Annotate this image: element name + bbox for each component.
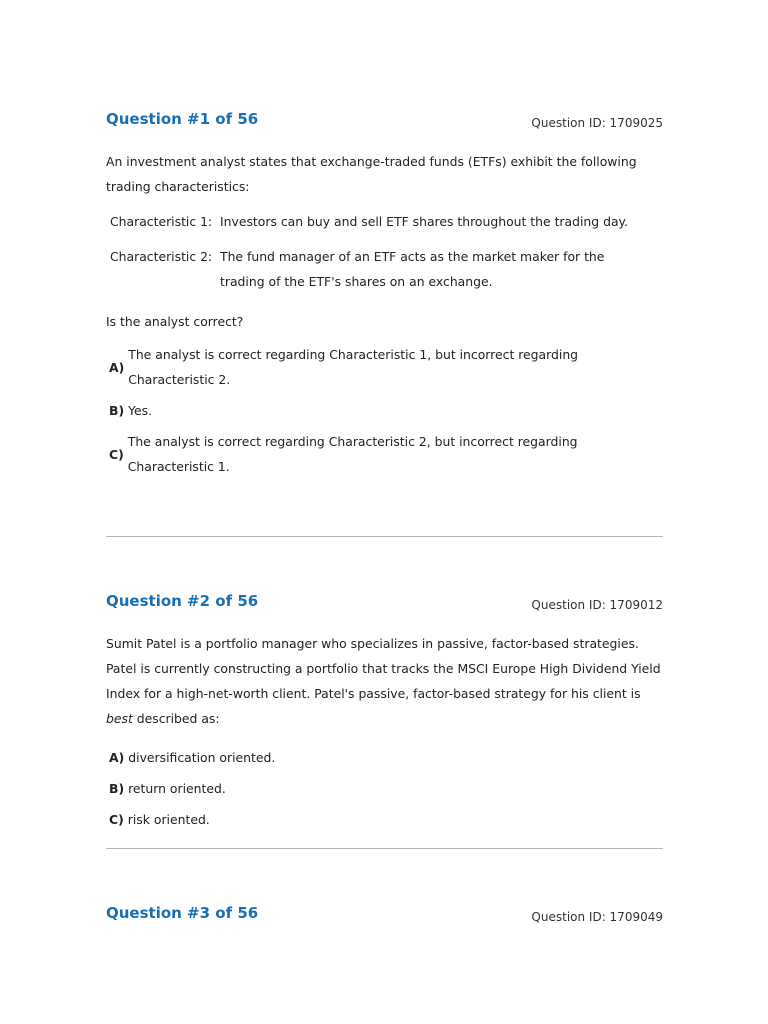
intro-emphasis: best (106, 711, 133, 726)
question-1 (106, 110, 663, 479)
question-1-title: Question #1 of 56 (106, 110, 259, 128)
characteristic-row (110, 244, 663, 294)
option-text: risk oriented. (127, 812, 210, 827)
question-1-header (106, 110, 663, 136)
option-text: return oriented. (128, 781, 226, 796)
characteristic-text: The fund manager of an ETF acts as the market maker for the trading of the ETF's shares on an exchange. (220, 249, 605, 289)
option-text: The analyst is correct regarding Characteristic 2, but incorrect regarding Characteristic 1. (127, 434, 578, 474)
question-1-intro: An investment analyst states that exchange-traded funds (ETFs) exhibit the following trading characteristics: (106, 154, 637, 194)
option-letter: C) (109, 812, 124, 827)
characteristics-table (110, 209, 663, 294)
question-2-title: Question #2 of 56 (106, 592, 259, 610)
question-2-header (106, 592, 663, 618)
answer-option-a[interactable] (109, 342, 663, 392)
question-3-title: Question #3 of 56 (106, 904, 259, 922)
characteristic-label: Characteristic 1: (110, 214, 213, 229)
characteristic-text: Investors can buy and sell ETF shares throughout the trading day. (220, 214, 629, 229)
question-3-id: Question ID: 1709049 (531, 910, 663, 924)
question-divider (106, 848, 663, 849)
question-2-intro (106, 631, 663, 731)
question-1-options (109, 342, 663, 479)
answer-option-b[interactable] (109, 398, 663, 423)
question-3 (106, 904, 663, 930)
intro-text-end: described as: (132, 711, 220, 726)
question-2 (106, 592, 663, 832)
option-letter: B) (109, 781, 125, 796)
question-2-options (109, 745, 663, 832)
question-divider (106, 536, 663, 537)
intro-text: Sumit Patel is a portfolio manager who specializes in passive, factor-based strategies. Patel is currently constructing a portfolio that tracks the MSCI Europe High Dividend Yield Index for a high-net-worth client. Patel's passive, factor-based strategy for his client is (106, 636, 661, 701)
option-text: diversification oriented. (128, 750, 276, 765)
option-letter: B) (109, 403, 125, 418)
option-letter: A) (109, 750, 125, 765)
answer-option-b[interactable] (109, 776, 663, 801)
option-letter: C) (109, 446, 124, 462)
answer-option-c[interactable] (109, 807, 663, 832)
question-1-id: Question ID: 1709025 (531, 116, 663, 130)
option-text: Yes. (128, 403, 153, 418)
answer-option-a[interactable] (109, 745, 663, 770)
question-1-prompt: Is the analyst correct? (106, 314, 244, 329)
question-3-header (106, 904, 663, 930)
answer-option-c[interactable] (109, 429, 663, 479)
characteristic-row (110, 209, 663, 234)
option-letter: A) (109, 359, 125, 375)
question-2-id: Question ID: 1709012 (531, 598, 663, 612)
characteristic-label: Characteristic 2: (110, 249, 213, 264)
option-text: The analyst is correct regarding Characteristic 1, but incorrect regarding Characteristic 2. (128, 347, 579, 387)
